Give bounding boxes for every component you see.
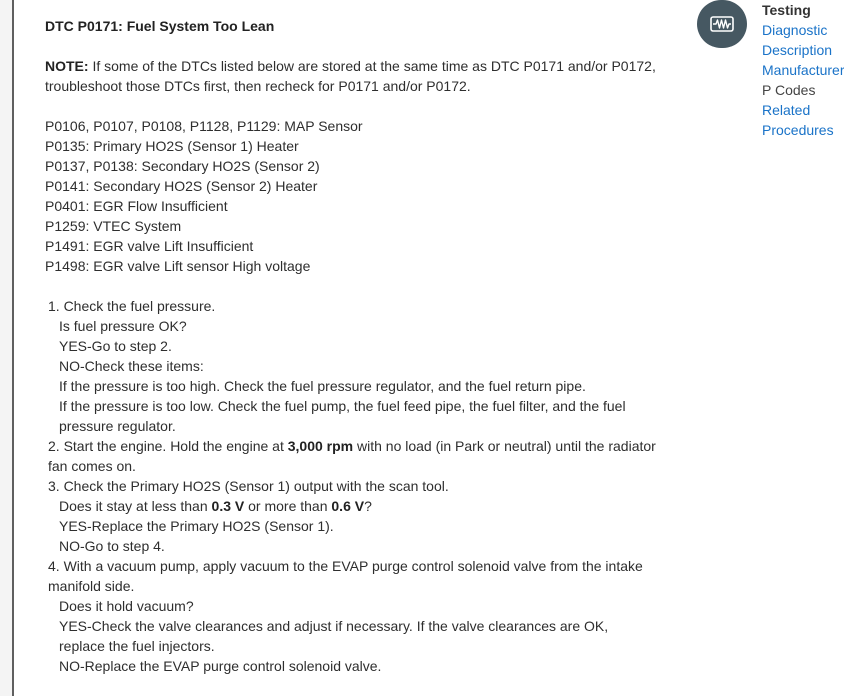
sidebar-link-procedures[interactable]: Procedures	[762, 122, 834, 138]
step-1-yes: YES-Go to step 2.	[59, 338, 172, 354]
procedure-steps	[45, 296, 657, 676]
note-label: NOTE:	[45, 58, 89, 74]
list-item: P1259: VTEC System	[45, 218, 182, 234]
sidebar-link-manufacturer[interactable]: Manufacturer	[762, 62, 844, 78]
step-4-question: Does it hold vacuum?	[59, 598, 194, 614]
step-3-no: NO-Go to step 4.	[59, 538, 165, 554]
step-3-q-post: ?	[364, 498, 372, 514]
step-3-question	[45, 496, 657, 516]
sidebar-link-related[interactable]: Related	[762, 102, 811, 118]
list-item: P0135: Primary HO2S (Sensor 1) Heater	[45, 138, 299, 154]
step-2-pre: 2. Start the engine. Hold the engine at	[48, 438, 288, 454]
step-3-v-high: 0.6 V	[331, 498, 365, 514]
list-item: P0137, P0138: Secondary HO2S (Sensor 2)	[45, 158, 320, 174]
step-3: 3. Check the Primary HO2S (Sensor 1) output with the scan tool.	[48, 478, 449, 494]
step-1-no: NO-Check these items:	[59, 358, 204, 374]
step-2-post: with no load (in Park or neutral) until the radiator fan comes on.	[48, 438, 656, 474]
sidebar-link-diagnostic[interactable]: Diagnostic	[762, 22, 828, 38]
list-item: P0106, P0107, P0108, P1128, P1129: MAP Sensor	[45, 118, 363, 134]
step-3-yes: YES-Replace the Primary HO2S (Sensor 1).	[59, 518, 334, 534]
left-panel-edge	[0, 0, 14, 696]
step-3-q-pre: Does it stay at less than	[59, 498, 212, 514]
step-4-no: NO-Replace the EVAP purge control solenoid valve.	[59, 658, 382, 674]
step-3-q-mid: or more than	[244, 498, 332, 514]
step-1: 1. Check the fuel pressure.	[48, 298, 216, 314]
step-1-low-pressure: If the pressure is too low. Check the fuel pump, the fuel feed pipe, the fuel filter, and the fuel pressure regulator.	[59, 398, 626, 434]
step-4-yes: YES-Check the valve clearances and adjust if necessary. If the valve clearances are OK, replace the fuel injectors.	[59, 618, 609, 654]
sidebar-link-description[interactable]: Description	[762, 42, 833, 58]
step-1-question: Is fuel pressure OK?	[59, 318, 187, 334]
list-item: P1498: EGR valve Lift sensor High voltage	[45, 258, 311, 274]
waveform-icon[interactable]	[697, 0, 747, 48]
list-item: P1491: EGR valve Lift Insufficient	[45, 238, 254, 254]
note-paragraph	[45, 56, 657, 96]
step-3-v-low: 0.3 V	[211, 498, 245, 514]
step-4: 4. With a vacuum pump, apply vacuum to the EVAP purge control solenoid valve from the intake manifold side.	[48, 558, 643, 594]
sidebar-item-p-codes: P Codes	[762, 82, 816, 98]
sidebar-header: Testing	[762, 2, 811, 18]
document-body	[45, 16, 657, 676]
page-title: DTC P0171: Fuel System Too Lean	[45, 18, 275, 34]
sidebar-nav	[762, 0, 844, 140]
dtc-list	[45, 116, 657, 276]
list-item: P0141: Secondary HO2S (Sensor 2) Heater	[45, 178, 318, 194]
step-2-rpm: 3,000 rpm	[287, 438, 354, 454]
list-item: P0401: EGR Flow Insufficient	[45, 198, 228, 214]
step-2	[45, 436, 657, 476]
step-1-high-pressure: If the pressure is too high. Check the fuel pressure regulator, and the fuel return pipe.	[59, 378, 586, 394]
note-text: If some of the DTCs listed below are stored at the same time as DTC P0171 and/or P0172, troubleshoot those DTCs first, then recheck for P0171 and/or P0172.	[45, 58, 656, 94]
